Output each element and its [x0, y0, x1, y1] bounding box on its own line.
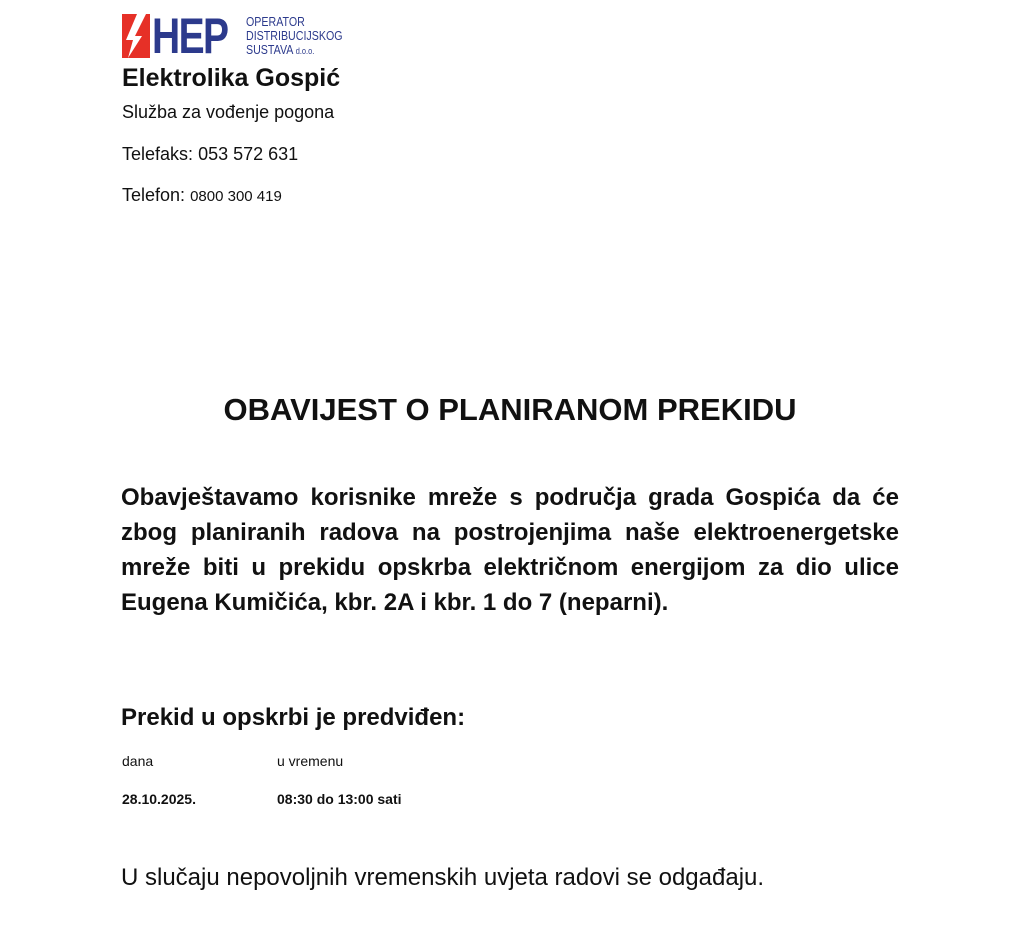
logo-line-3	[246, 43, 343, 58]
phone-line	[122, 185, 282, 206]
service-name: Služba za vođenje pogona	[122, 102, 335, 122]
hep-logo	[122, 8, 372, 64]
lightning-icon	[122, 14, 150, 58]
fax-number: 053 572 631	[198, 144, 299, 164]
logo-line-3-text: SUSTAVA	[246, 42, 293, 57]
phone-number: 0800 300 419	[190, 188, 282, 205]
phone-label: Telefon:	[122, 185, 186, 205]
fax-label: Telefaks:	[122, 144, 194, 164]
time-label: u vremenu	[277, 753, 344, 769]
logo-subtitle	[246, 15, 343, 58]
fax-line	[122, 144, 298, 165]
logo-brand: HEP	[152, 8, 228, 64]
document-title: OBAVIJEST O PLANIRANOM PREKIDU	[223, 392, 797, 427]
date-value: 28.10.2025.	[122, 791, 196, 807]
weather-note: U slučaju nepovoljnih vremenskih uvjeta radovi se odgađaju.	[121, 864, 765, 891]
logo-line-2: DISTRIBUCIJSKOG	[246, 28, 343, 43]
date-label: dana	[122, 753, 154, 769]
schedule-heading: Prekid u opskrbi je predviđen:	[121, 704, 466, 731]
time-value: 08:30 do 13:00 sati	[277, 791, 402, 807]
org-name: Elektrolika Gospić	[122, 64, 341, 92]
notice-body: Obavještavamo korisnike mreže s područja grada Gospića da će zbog planiranih radova na postrojenjima naše elektroenergetske mreže biti u prekidu opskrba električnom energijom za dio ulice Eugena Kumičića, kbr. 2A i kbr. 1 do 7 (neparni).	[121, 484, 899, 616]
logo-line-1: OPERATOR	[246, 14, 305, 29]
logo-suffix: d.o.o.	[295, 46, 315, 56]
